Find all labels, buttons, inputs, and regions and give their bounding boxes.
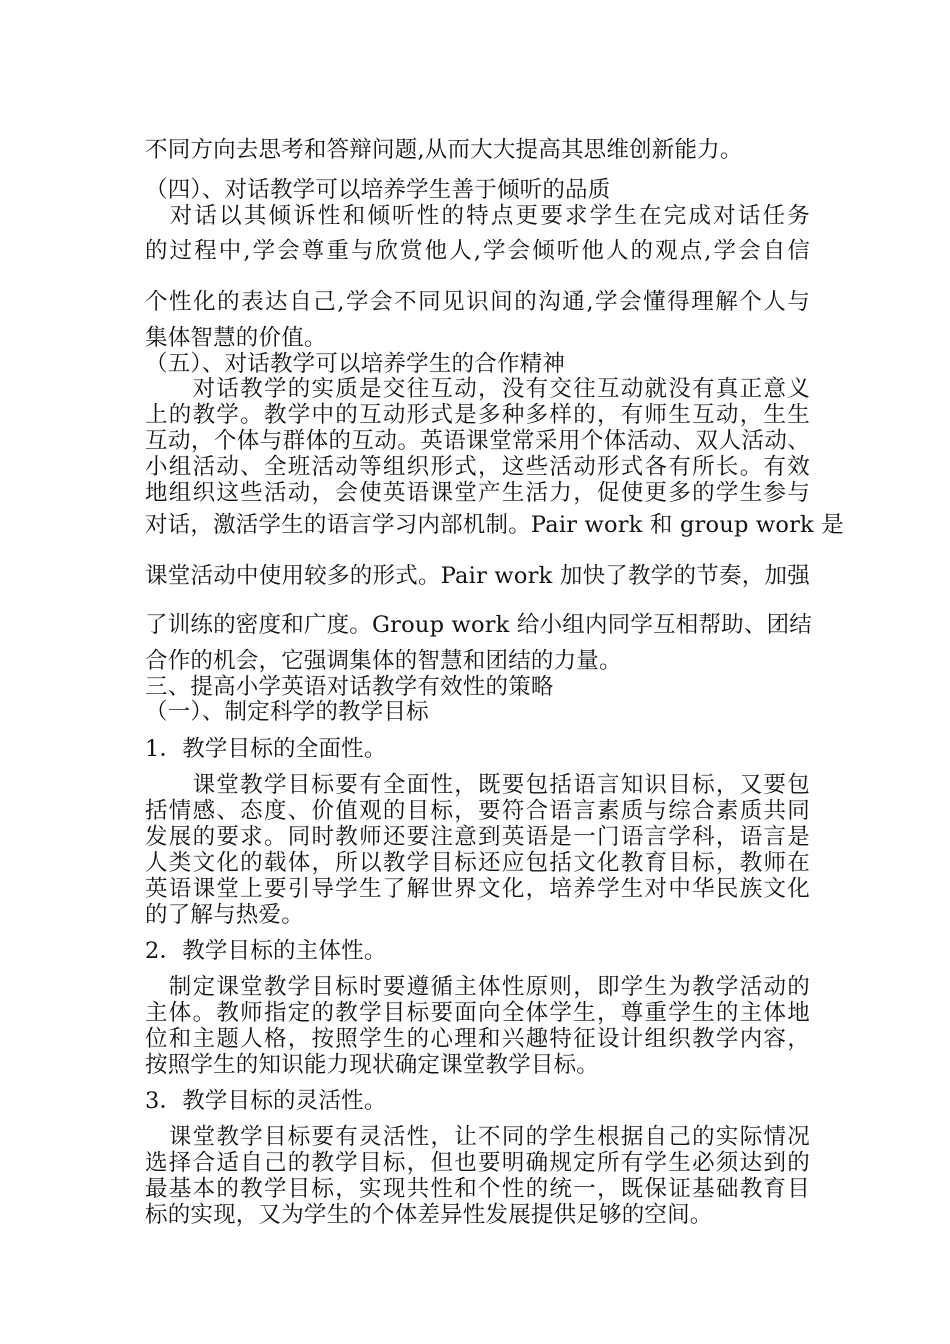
body-text-line: 互动，个体与群体的互动。英语课堂常采用个体活动、双人活动、 xyxy=(145,428,810,454)
body-text-line: 选择合适自己的教学目标，但也要明确规定所有学生必须达到的 xyxy=(145,1150,810,1176)
subsection-heading: 1．教学目标的全面性。 xyxy=(145,736,387,762)
subsection-heading: 3．教学目标的灵活性。 xyxy=(145,1088,387,1114)
body-text-line: 对话，激活学生的语言学习内部机制。Pair work 和 group work 是 xyxy=(145,512,844,538)
subsection-heading: 2．教学目标的主体性。 xyxy=(145,938,387,964)
body-text-line: 英语课堂上要引导学生了解世界文化，培养学生对中华民族文化 xyxy=(145,876,810,902)
body-text-line: 人类文化的载体，所以教学目标还应包括文化教育目标，教师在 xyxy=(145,850,810,876)
body-text-line: 课堂活动中使用较多的形式。Pair work 加快了教学的节奏，加强 xyxy=(145,563,810,589)
body-text-line: 课堂教学目标要有灵活性，让不同的学生根据自己的实际情况 xyxy=(145,1124,810,1150)
body-text-line: 的过程中,学会尊重与欣赏他人,学会倾听他人的观点,学会自信 xyxy=(145,238,810,264)
body-text-line: 主体。教师指定的教学目标要面向全体学生，尊重学生的主体地 xyxy=(145,1000,810,1026)
body-text-line: 集体智慧的价值。 xyxy=(145,325,327,351)
body-text-line: 个性化的表达自己,学会不同见识间的沟通,学会懂得理解个人与 xyxy=(145,289,810,315)
body-text-line: 制定课堂教学目标时要遵循主体性原则，即学生为教学活动的 xyxy=(145,974,810,1000)
body-text-line: 不同方向去思考和答辩问题,从而大大提高其思维创新能力。 xyxy=(145,137,743,163)
body-text-line: 对话以其倾诉性和倾听性的特点更要求学生在完成对话任务 xyxy=(145,203,810,229)
section-heading: （四）、对话教学可以培养学生善于倾听的品质 xyxy=(145,177,611,203)
body-text-line: 课堂教学目标要有全面性，既要包括语言知识目标，又要包 xyxy=(145,772,810,798)
body-text-line: 最基本的教学目标，实现共性和个性的统一，既保证基础教育目 xyxy=(145,1176,810,1202)
body-text-line: 标的实现，又为学生的个体差异性发展提供足够的空间。 xyxy=(145,1202,713,1228)
body-text-line: 的了解与热爱。 xyxy=(145,902,304,928)
section-heading: （一）、制定科学的教学目标 xyxy=(145,699,429,725)
section-heading: （五）、对话教学可以培养学生的合作精神 xyxy=(145,351,566,377)
body-text-line: 发展的要求。同时教师还要注意到英语是一门语言学科，语言是 xyxy=(145,824,810,850)
body-text-line: 合作的机会，它强调集体的智慧和团结的力量。 xyxy=(145,648,622,674)
body-text-line: 按照学生的知识能力现状确定课堂教学目标。 xyxy=(145,1052,600,1078)
body-text-line: 地组织这些活动，会使英语课堂产生活力，促使更多的学生参与 xyxy=(145,480,810,506)
body-text-line: 上的教学。教学中的互动形式是多种多样的，有师生互动，生生 xyxy=(145,402,810,428)
body-text-line: 位和主题人格，按照学生的心理和兴趣特征设计组织教学内容， xyxy=(145,1026,810,1052)
body-text-line: 了训练的密度和广度。Group work 给小组内同学互相帮助、团结 xyxy=(145,612,812,638)
section-heading: 三、提高小学英语对话教学有效性的策略 xyxy=(145,674,554,700)
body-text-line: 对话教学的实质是交往互动，没有交往互动就没有真正意义 xyxy=(145,376,810,402)
body-text-line: 小组活动、全班活动等组织形式，这些活动形式各有所长。有效 xyxy=(145,454,810,480)
body-text-line: 括情感、态度、价值观的目标，要符合语言素质与综合素质共同 xyxy=(145,798,810,824)
